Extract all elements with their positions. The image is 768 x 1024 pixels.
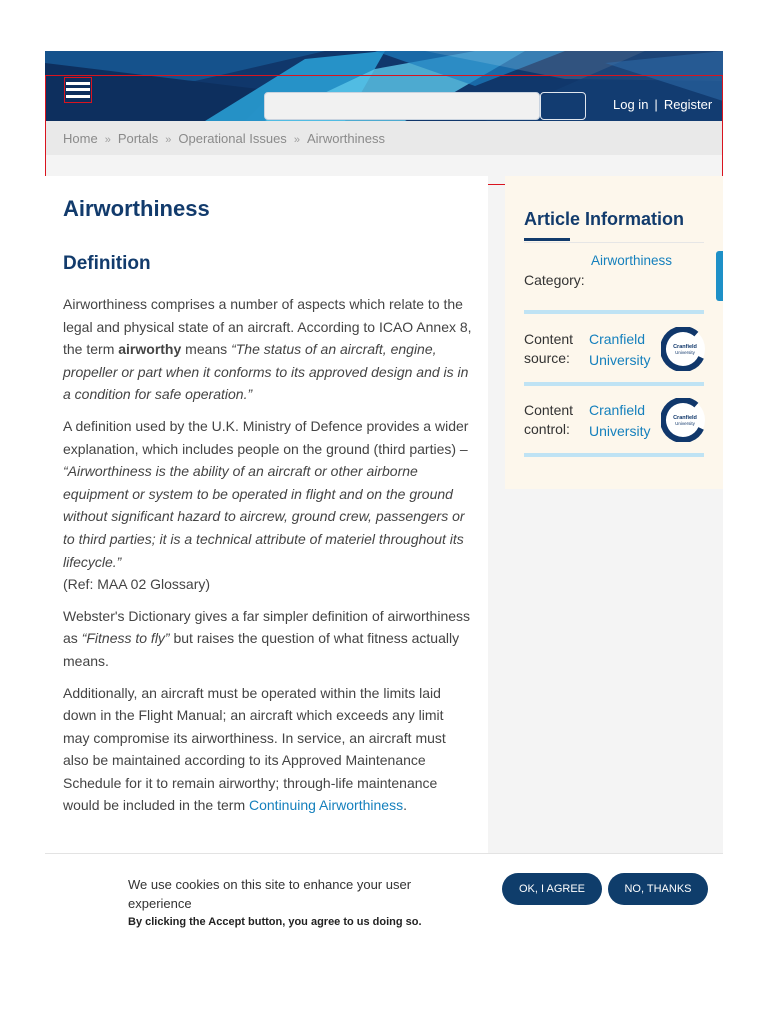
quote-webster: “Fitness to fly” <box>81 630 170 647</box>
category-row <box>524 253 704 298</box>
register-link[interactable]: Register <box>663 97 713 112</box>
content-source-row <box>524 327 704 375</box>
section-heading-definition: Definition <box>63 253 151 274</box>
hamburger-menu-icon[interactable] <box>64 77 92 103</box>
content-source-label: Content source: <box>524 331 574 366</box>
breadcrumb-home[interactable]: Home <box>63 131 98 146</box>
content-control-row <box>524 398 704 446</box>
article-information-panel <box>505 176 723 489</box>
category-label: Category: <box>524 272 585 288</box>
cookie-agree-button[interactable]: OK, I AGREE <box>502 873 602 905</box>
content-source-link[interactable]: Cranfield University <box>589 331 651 368</box>
reference-maa: (Ref: MAA 02 Glossary) <box>63 576 211 593</box>
cookie-decline-button[interactable]: NO, THANKS <box>608 873 708 905</box>
quote-icao: “The status of an aircraft, engine, propeller or part when it conforms to its approved design and is in a condition for safe operation.” <box>63 341 469 403</box>
divider <box>524 453 704 457</box>
content-control-label: Content control: <box>524 402 574 437</box>
continuing-airworthiness-link[interactable]: Continuing Airworthiness <box>249 797 404 814</box>
breadcrumb-portals[interactable]: Portals <box>117 131 159 146</box>
auth-separator: | <box>654 97 658 112</box>
svg-text:Cranfield: Cranfield <box>673 344 697 350</box>
cranfield-university-logo-icon <box>661 398 705 442</box>
cranfield-university-logo-icon <box>661 327 705 371</box>
svg-text:University: University <box>675 350 695 355</box>
paragraph-1: Airworthiness comprises a number of aspects which relate to the legal and physical state of an aircraft. According to ICAO Annex 8, the term airworthy means “The status of an aircraft, engine, propeller or part when it conforms to its approved design and is in a condition for safe operation.” <box>63 296 472 403</box>
search-input[interactable] <box>264 92 540 120</box>
breadcrumb-separator: » <box>293 134 300 146</box>
cookie-banner <box>45 853 723 931</box>
breadcrumb-operational-issues[interactable]: Operational Issues <box>178 131 287 146</box>
svg-text:University: University <box>675 421 695 426</box>
selection-outline-top <box>45 75 723 76</box>
paragraph-3: Webster's Dictionary gives a far simpler definition of airworthiness as “Fitness to fly” but raises the question of what fitness actually means. <box>63 607 471 669</box>
sidebar-title-underline <box>524 238 570 241</box>
content-control-link[interactable]: Cranfield University <box>589 402 651 439</box>
breadcrumb-separator: » <box>165 134 172 146</box>
article-content <box>45 176 488 931</box>
quote-mod: “Airworthiness is the ability of an aircraft or other airborne equipment or system to be operated in flight and on the ground without significant hazard to aircrew, ground crew, passengers or to third parties; it is a technical attribute of materiel throughout its lifecycle.” <box>63 463 465 570</box>
paragraph-2: A definition used by the U.K. Ministry of Defence provides a wider explanation, which includes people on the ground (third parties) – “Airworthiness is the ability of an aircraft or other airborne equipment or system to be operated in flight and on the ground without significant hazard to aircrew, ground crew, passengers or to third parties; it is a technical attribute of materiel throughout its lifecycle.” (Ref: MAA 02 Glossary) <box>63 417 469 593</box>
cookie-notice: By clicking the Accept button, you agree to us doing so. <box>128 916 422 928</box>
sidebar-title: Article Information <box>524 209 685 229</box>
divider <box>524 382 704 386</box>
breadcrumb-airworthiness[interactable]: Airworthiness <box>306 131 385 146</box>
search-button[interactable] <box>540 92 586 120</box>
article-body <box>63 293 473 826</box>
header-banner <box>45 51 723 121</box>
page-title: Airworthiness <box>63 196 210 221</box>
term-airworthy: airworthy <box>118 341 182 358</box>
breadcrumb <box>45 121 723 155</box>
divider <box>524 242 704 243</box>
divider <box>524 310 704 314</box>
side-tab-handle[interactable] <box>716 251 723 301</box>
page-viewport <box>45 51 723 931</box>
breadcrumb-separator: » <box>104 134 111 146</box>
login-link[interactable]: Log in <box>613 97 649 112</box>
svg-text:Cranfield: Cranfield <box>673 415 697 421</box>
cookie-message: We use cookies on this site to enhance your user experience <box>128 877 412 911</box>
category-link[interactable]: Airworthiness <box>591 253 673 268</box>
paragraph-4: Additionally, an aircraft must be operated within the limits laid down in the Flight Manual; an aircraft which exceeds any limit may compromise its airworthiness. In service, an aircraft must also be maintained according to its Approved Maintenance Schedule for it to remain airworthy; through-life maintenance would be included in the term Continuing Airworthiness. <box>63 684 446 814</box>
auth-links <box>613 97 712 112</box>
